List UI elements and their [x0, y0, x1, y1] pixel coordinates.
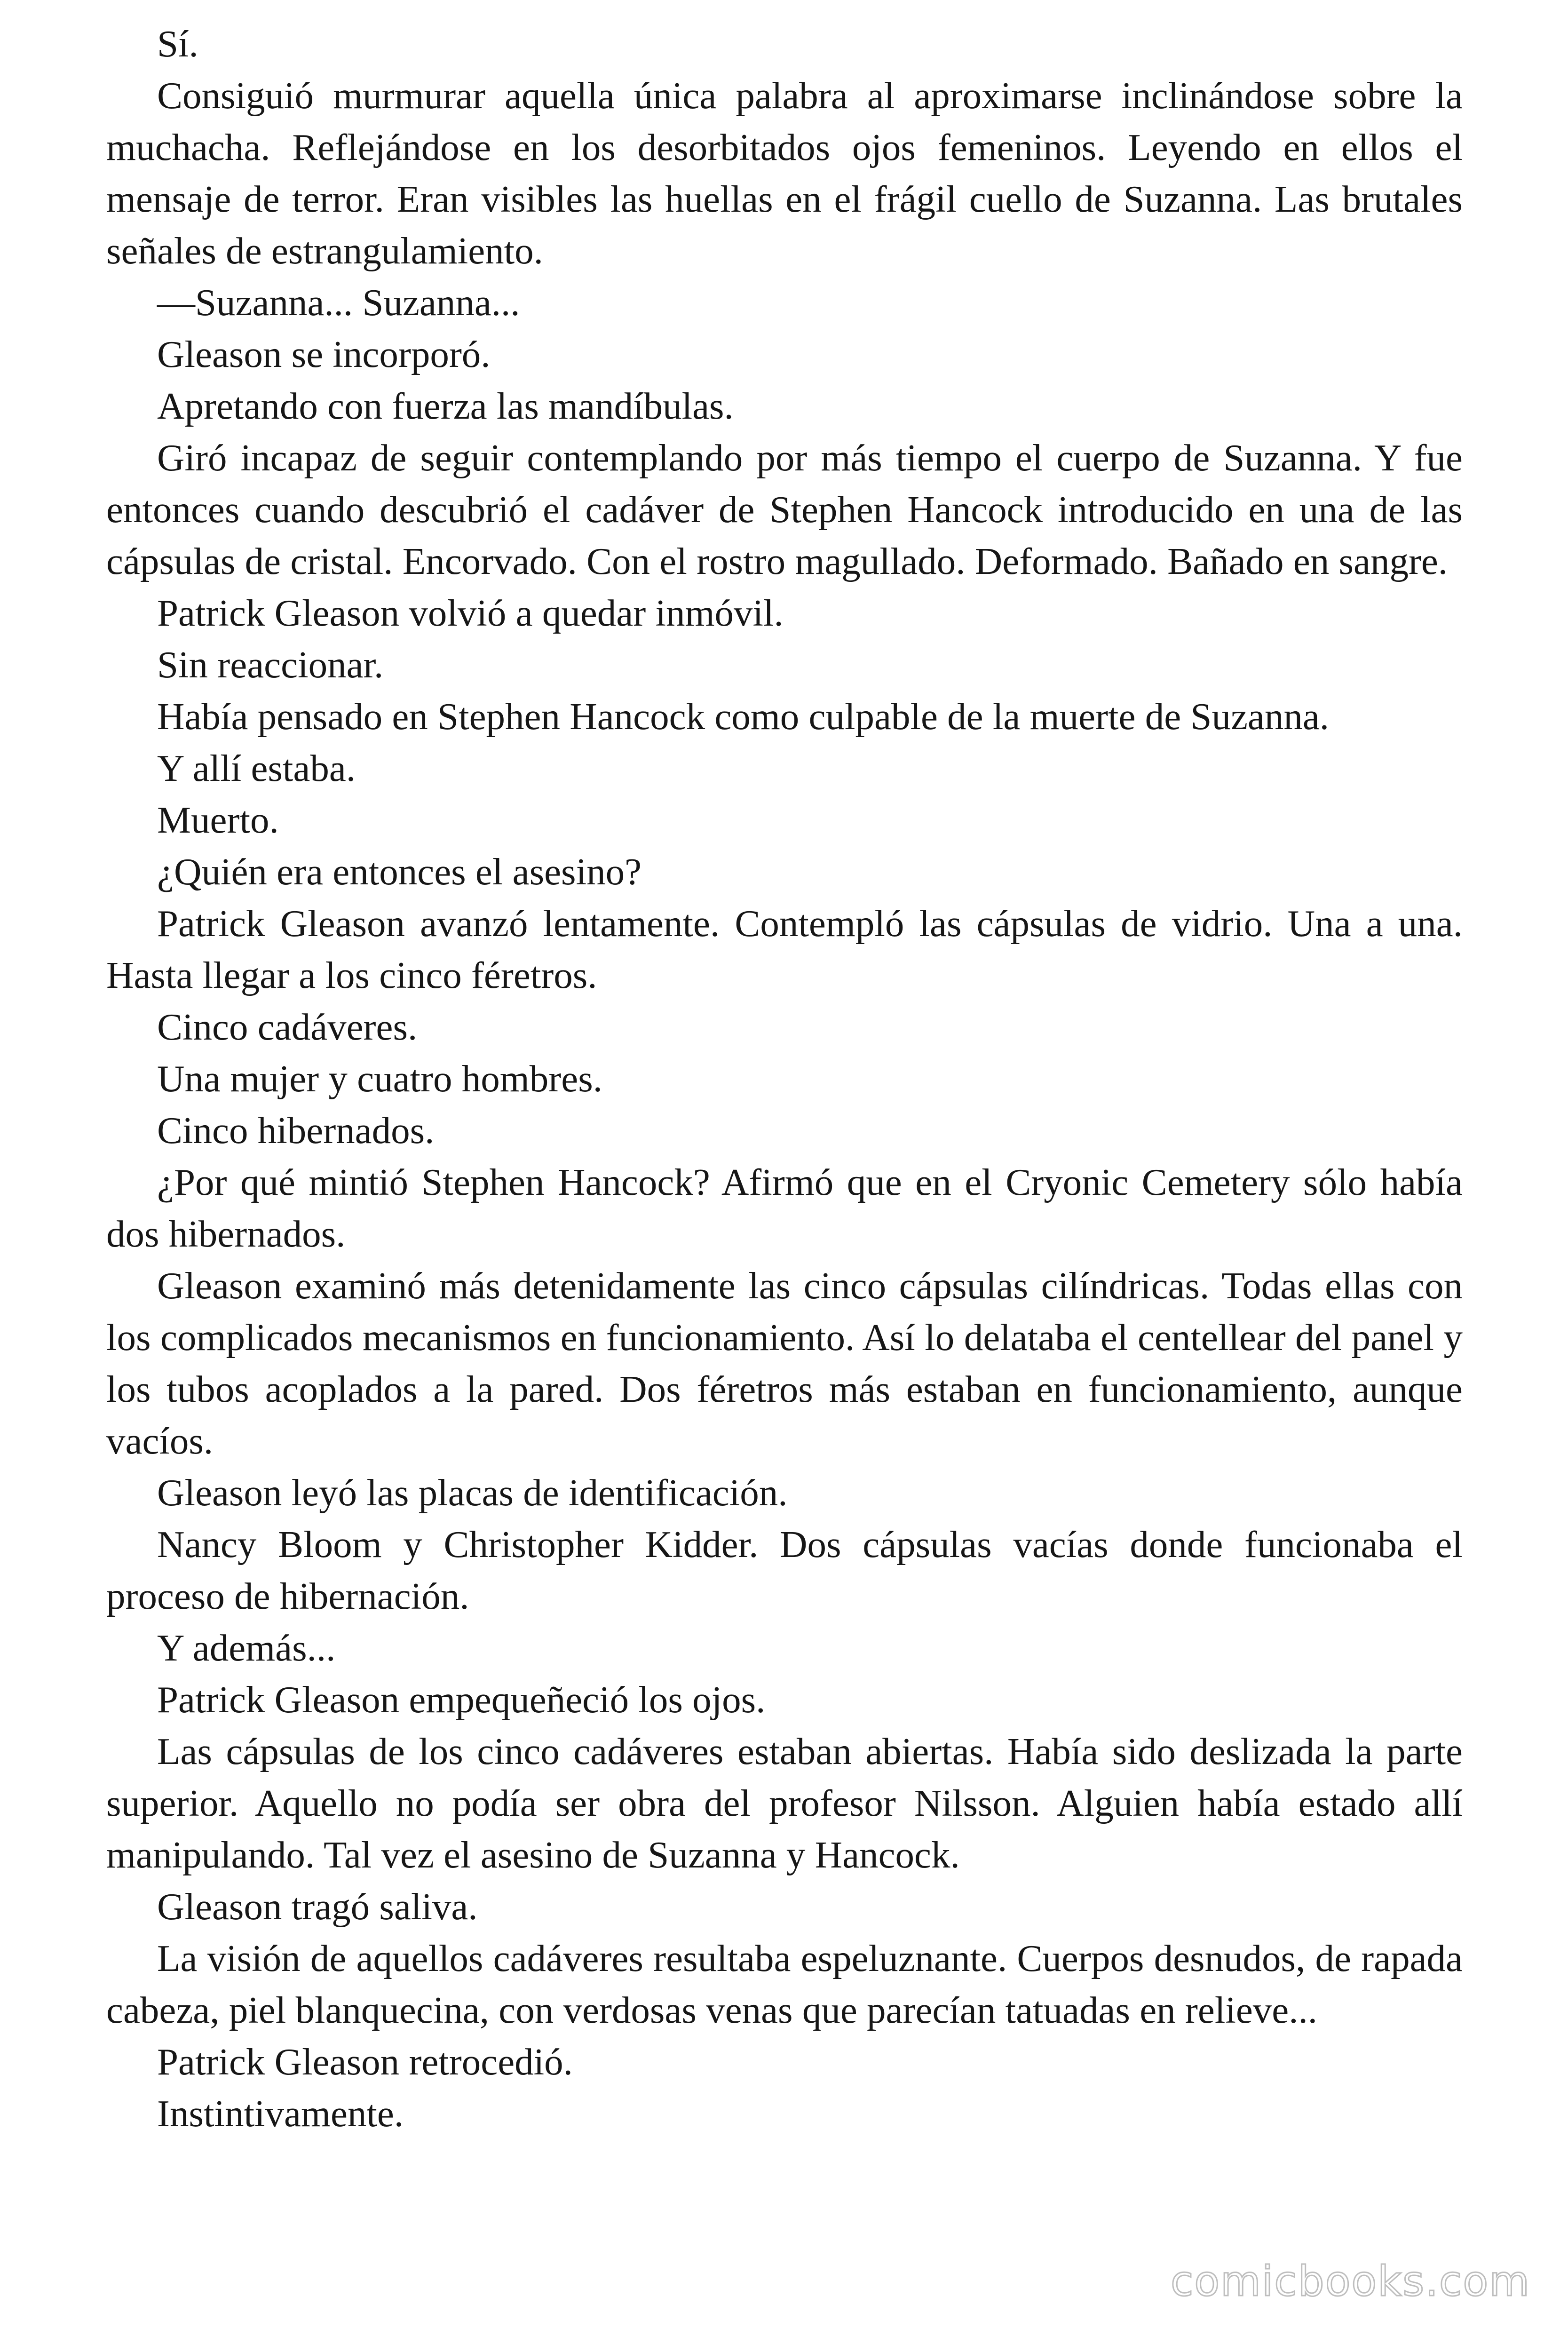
book-page — [106, 18, 1463, 2139]
paragraph: Giró incapaz de seguir contemplando por más tiempo el cuerpo de Suzanna. Y fue entonces cuando descubrió el cadáver de Stephen Hancock introducido en una de las cápsulas de cristal. Encorvado. Con el rostro magullado. Deformado. Bañado en sangre. — [106, 437, 1463, 582]
paragraph: Las cápsulas de los cinco cadáveres estaban abiertas. Había sido deslizada la parte superior. Aquello no podía ser obra del profesor Nilsson. Alguien había estado allí manipulando. Tal vez el asesino de Suzanna y Hancock. — [106, 1730, 1463, 1876]
paragraph: Patrick Gleason retrocedió. — [157, 2041, 573, 2083]
paragraph: Una mujer y cuatro hombres. — [157, 1057, 602, 1100]
paragraph: Había pensado en Stephen Hancock como culpable de la muerte de Suzanna. — [157, 695, 1330, 738]
paragraph: Patrick Gleason avanzó lentamente. Contempló las cápsulas de vidrio. Una a una. Hasta llegar a los cinco féretros. — [106, 902, 1463, 996]
paragraph: Muerto. — [157, 799, 279, 841]
paragraph: Apretando con fuerza las mandíbulas. — [157, 385, 734, 427]
paragraph: Consiguió murmurar aquella única palabra al aproximarse inclinándose sobre la muchacha. Reflejándose en los desorbitados ojos femeninos. Leyendo en ellos el mensaje de terror. Eran visibles las huellas en el frágil cuello de Suzanna. Las brutales señales de estrangulamiento. — [106, 74, 1463, 272]
paragraph: Y allí estaba. — [157, 747, 356, 789]
paragraph: ¿Quién era entonces el asesino? — [157, 850, 642, 893]
paragraph: Patrick Gleason empequeñeció los ojos. — [157, 1678, 766, 1721]
paragraph: Gleason leyó las placas de identificación. — [157, 1471, 788, 1514]
paragraph: Instintivamente. — [157, 2092, 404, 2135]
paragraph: Sin reaccionar. — [157, 644, 384, 686]
paragraph: Y además... — [157, 1627, 336, 1669]
paragraph: Sí. — [157, 23, 198, 65]
paragraph: Gleason tragó saliva. — [157, 1885, 478, 1928]
paragraph: ¿Por qué mintió Stephen Hancock? Afirmó que en el Cryonic Cemetery sólo había dos hibernados. — [106, 1161, 1463, 1255]
paragraph: —Suzanna... Suzanna... — [157, 281, 520, 324]
paragraph: La visión de aquellos cadáveres resultaba espeluznante. Cuerpos desnudos, de rapada cabeza, piel blanquecina, con verdosas venas que parecían tatuadas en relieve... — [106, 1937, 1463, 2031]
watermark: comicbooks.com — [1170, 2257, 1530, 2305]
paragraph: Gleason se incorporó. — [157, 333, 491, 375]
paragraph: Nancy Bloom y Christopher Kidder. Dos cápsulas vacías donde funcionaba el proceso de hibernación. — [106, 1523, 1463, 1617]
paragraph: Patrick Gleason volvió a quedar inmóvil. — [157, 592, 784, 634]
paragraph: Gleason examinó más detenidamente las cinco cápsulas cilíndricas. Todas ellas con los complicados mecanismos en funcionamiento. Así lo delataba el centellear del panel y los tubos acoplados a la pared. Dos féretros más estaban en funcionamiento, aunque vacíos. — [106, 1264, 1463, 1462]
paragraph: Cinco cadáveres. — [157, 1006, 418, 1048]
paragraph: Cinco hibernados. — [157, 1109, 435, 1152]
